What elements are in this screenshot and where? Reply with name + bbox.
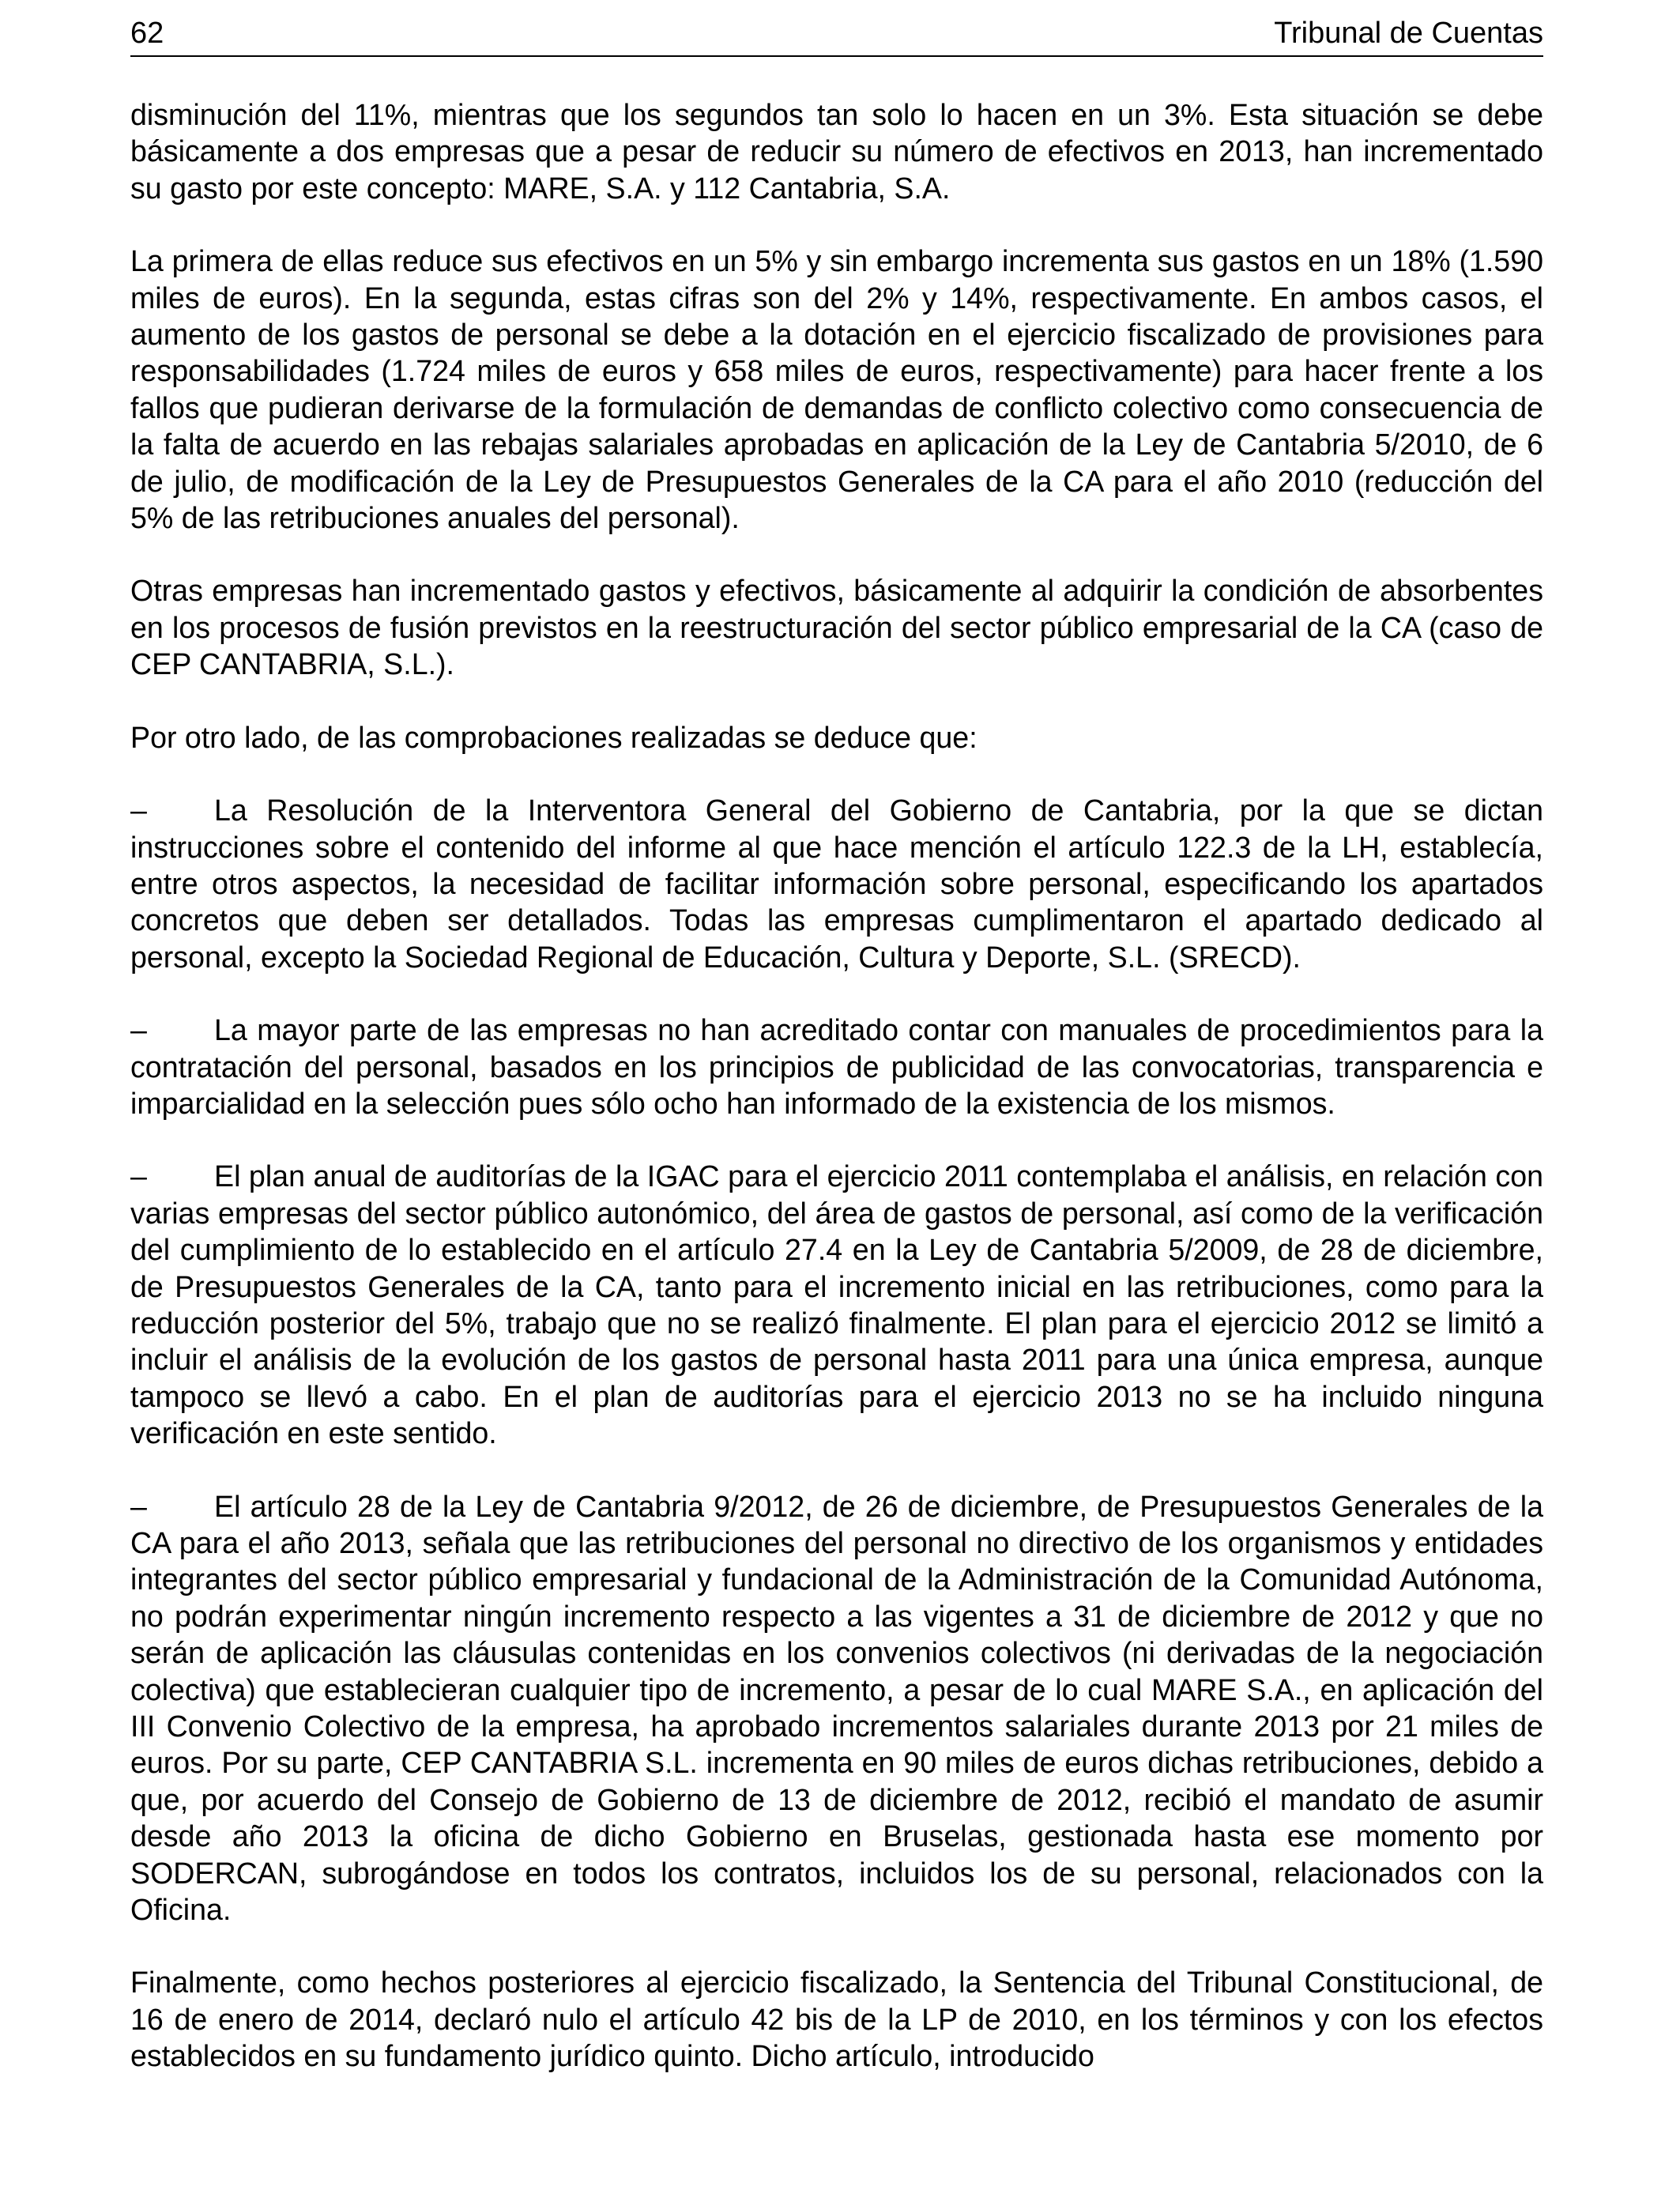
bullet-item-2 (130, 1012, 1543, 1122)
running-title: Tribunal de Cuentas (1274, 17, 1543, 50)
bullet-text: La mayor parte de las empresas no han acreditado contar con manuales de procedimientos para la contratación del personal, basados en los principios de publicidad de las convocatorias, transparencia e imparcialidad en la selección pues sólo ocho han informado de la existencia de los mismos. (130, 1013, 1543, 1120)
bullet-text: La Resolución de la Interventora General del Gobierno de Cantabria, por la que se dictan instrucciones sobre el contenido del informe al que hace mención el artículo 122.3 de la LH, establecía, entre otros aspectos, la necesidad de facilitar información sobre personal, especificando los apartados concretos que deben ser detallados. Todas las empresas cumplimentaron el apartado dedicado al personal, excepto la Sociedad Regional de Educación, Cultura y Deporte, S.L. (SRECD). (130, 794, 1543, 974)
page-number: 62 (130, 17, 164, 50)
paragraph-2: La primera de ellas reduce sus efectivos en un 5% y sin embargo incrementa sus gastos en un 18% (1.590 miles de euros). En la segunda, estas cifras son del 2% y 14%, respectivamente. En ambos casos, el aumento de los gastos de personal se debe a la dotación en el ejercicio fiscalizado de provisiones para responsabilidades (1.724 miles de euros y 658 miles de euros, respectivamente) para hacer frente a los fallos que pudieran derivarse de la formulación de demandas de conflicto colectivo como consecuencia de la falta de acuerdo en las rebajas salariales aprobadas en aplicación de la Ley de Cantabria 5/2010, de 6 de julio, de modificación de la Ley de Presupuestos Generales de la CA para el año 2010 (reducción del 5% de las retribuciones anuales del personal). (130, 244, 1543, 535)
bullet-dash: – (130, 794, 147, 827)
page-header (130, 11, 1543, 57)
paragraph-5: Finalmente, como hechos posteriores al ejercicio fiscalizado, la Sentencia del Tribunal Constitucional, de 16 de enero de 2014, declaró nulo el artículo 42 bis de la LP de 2010, en los términos y con los efectos establecidos en su fundamento jurídico quinto. Dicho artículo, introducido (130, 1966, 1543, 2073)
paragraph-1: disminución del 11%, mientras que los segundos tan solo lo hacen en un 3%. Esta situación se debe básicamente a dos empresas que a pesar de reducir su número de efectivos en 2013, han incrementado su gasto por este concepto: MARE, S.A. y 112 Cantabria, S.A. (130, 98, 1543, 205)
bullet-dash: – (130, 1159, 147, 1193)
bullet-dash: – (130, 1489, 147, 1523)
bullet-dash: – (130, 1013, 147, 1047)
paragraph-4: Por otro lado, de las comprobaciones realizadas se deduce que: (130, 720, 977, 754)
document-body (130, 96, 1543, 2075)
paragraph-3: Otras empresas han incrementado gastos y efectivos, básicamente al adquirir la condición de absorbentes en los procesos de fusión previstos en la reestructuración del sector público empresarial de la CA (caso de CEP CANTABRIA, S.L.). (130, 574, 1543, 681)
bullet-item-4 (130, 1488, 1543, 1928)
bullet-text: El plan anual de auditorías de la IGAC para el ejercicio 2011 contemplaba el análisis, en relación con varias empresas del sector público autonómico, del área de gastos de personal, así como de la verificación del cumplimiento de lo establecido en el artículo 27.4 en la Ley de Cantabria 5/2009, de 28 de diciembre, de Presupuestos Generales de la CA, tanto para el incremento inicial en las retribuciones, como para la reducción posterior del 5%, trabajo que no se realizó finalmente. El plan para el ejercicio 2012 se limitó a incluir el análisis de la evolución de los gastos de personal hasta 2011 para una única empresa, aunque tampoco se llevó a cabo. En el plan de auditorías para el ejercicio 2013 no se ha incluido ninguna verificación en este sentido. (130, 1159, 1543, 1450)
bullet-item-3 (130, 1158, 1543, 1451)
bullet-item-1 (130, 792, 1543, 975)
bullet-text: El artículo 28 de la Ley de Cantabria 9/2012, de 26 de diciembre, de Presupuestos Generales de la CA para el año 2013, señala que las retribuciones del personal no directivo de los organismos y entidades integrantes del sector público empresarial y fundacional de la Administración de la Comunidad Autónoma, no podrán experimentar ningún incremento respecto a las vigentes a 31 de diciembre de 2012 y que no serán de aplicación las cláusulas contenidas en los convenios colectivos (ni derivadas de la negociación colectiva) que establecieran cualquier tipo de incremento, a pesar de lo cual MARE S.A., en aplicación del III Convenio Colectivo de la empresa, ha aprobado incrementos salariales durante 2013 por 21 miles de euros. Por su parte, CEP CANTABRIA S.L. incrementa en 90 miles de euros dichas retribuciones, debido a que, por acuerdo del Consejo de Gobierno de 13 de diciembre de 2012, recibió el mandato de asumir desde año 2013 la oficina de dicho Gobierno en Bruselas, gestionada hasta ese momento por SODERCAN, subrogándose en todos los contratos, incluidos los de su personal, relacionados con la Oficina. (130, 1489, 1543, 1927)
